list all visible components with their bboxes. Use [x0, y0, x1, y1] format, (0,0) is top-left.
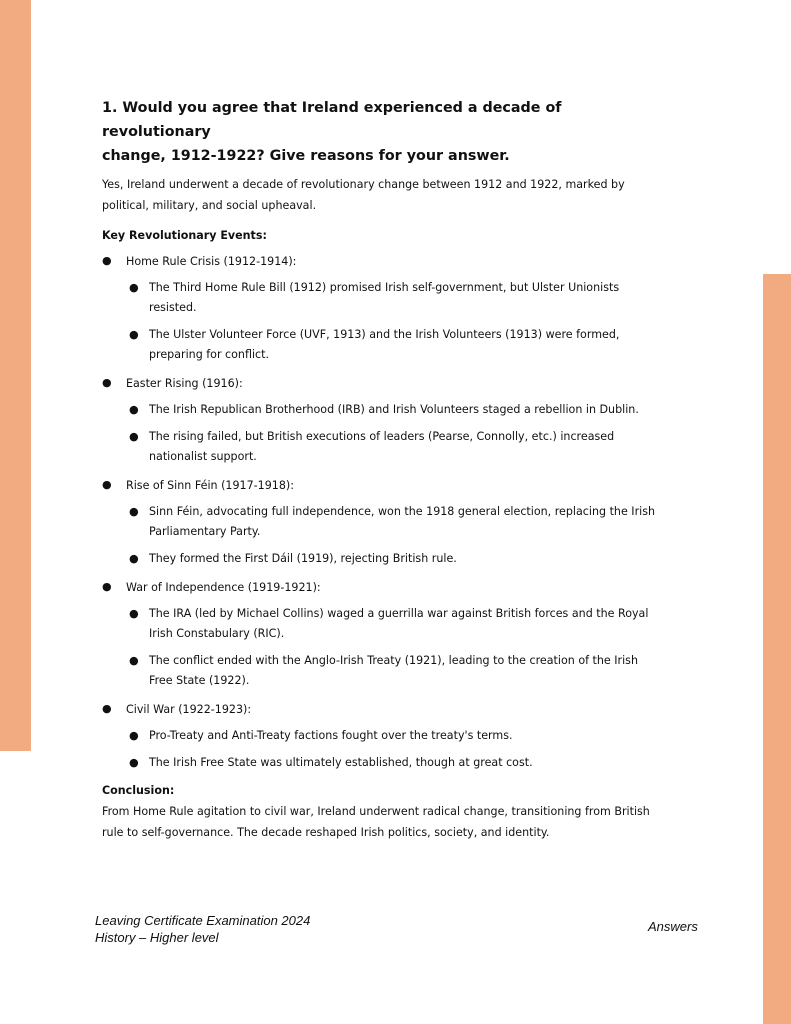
event-item — [102, 474, 662, 569]
bullet-icon: ● — [129, 505, 139, 518]
bullet-icon: ● — [102, 376, 112, 389]
conclusion-paragraph: From Home Rule agitation to civil war, Ireland underwent radical change, transitioning from British rule to self-governance. The decade reshaped Irish politics, society, and identity. — [102, 805, 650, 839]
event-item — [102, 372, 662, 467]
event-title: Home Rule Crisis (1912-1914): — [126, 255, 297, 268]
bullet-icon: ● — [129, 654, 139, 667]
list-item — [126, 604, 662, 644]
point-text: They formed the First Dáil (1919), rejecting British rule. — [149, 552, 457, 565]
event-points — [126, 400, 662, 467]
point-text: The conflict ended with the Anglo-Irish Treaty (1921), leading to the creation of the Irish Free State (1922). — [149, 654, 638, 687]
event-item — [102, 576, 662, 691]
point-text: The rising failed, but British executions of leaders (Pearse, Connolly, etc.) increased nationalist support. — [149, 430, 615, 463]
list-item — [126, 427, 662, 467]
answer-content — [102, 96, 662, 843]
point-text: The Irish Free State was ultimately established, though at great cost. — [149, 756, 533, 769]
bullet-icon: ● — [102, 580, 112, 593]
list-item — [126, 278, 662, 318]
bullet-icon: ● — [129, 328, 139, 341]
event-item — [102, 698, 662, 773]
event-points — [126, 502, 662, 569]
list-item — [126, 325, 662, 365]
events-list — [102, 250, 662, 773]
right-accent-band — [763, 274, 791, 1024]
point-text: Sinn Féin, advocating full independence, won the 1918 general election, replacing the Irish Parliamentary Party. — [149, 505, 656, 538]
bullet-icon: ● — [129, 756, 139, 769]
list-item — [126, 726, 662, 746]
list-item — [126, 753, 662, 773]
point-text: The Irish Republican Brotherhood (IRB) and Irish Volunteers staged a rebellion in Dublin. — [149, 403, 639, 416]
bullet-icon: ● — [129, 607, 139, 620]
list-item — [126, 502, 662, 542]
list-item — [126, 651, 662, 691]
intro-paragraph: Yes, Ireland underwent a decade of revolutionary change between 1912 and 1922, marked by political, military, and social upheaval. — [102, 178, 625, 212]
event-title: Easter Rising (1916): — [126, 377, 243, 390]
bullet-icon: ● — [129, 281, 139, 294]
bullet-icon: ● — [102, 254, 112, 267]
bullet-icon: ● — [102, 702, 112, 715]
event-title: Rise of Sinn Féin (1917-1918): — [126, 479, 294, 492]
question-title — [102, 96, 662, 168]
question-title-line1: 1. Would you agree that Ireland experienced a decade of revolutionary — [102, 100, 562, 140]
left-accent-band — [0, 0, 31, 751]
bullet-icon: ● — [129, 430, 139, 443]
event-points — [126, 726, 662, 773]
point-text: The IRA (led by Michael Collins) waged a guerrilla war against British forces and the Royal Irish Constabulary (RIC). — [149, 607, 649, 640]
point-text: Pro-Treaty and Anti-Treaty factions fought over the treaty's terms. — [149, 729, 513, 742]
question-title-line2: change, 1912-1922? Give reasons for your answer. — [102, 148, 510, 164]
bullet-icon: ● — [129, 552, 139, 565]
bullet-icon: ● — [129, 729, 139, 742]
list-item — [126, 400, 662, 420]
key-events-heading: Key Revolutionary Events: — [102, 229, 267, 242]
event-points — [126, 278, 662, 365]
bullet-icon: ● — [102, 478, 112, 491]
event-points — [126, 604, 662, 691]
footer-exam-title: Leaving Certificate Examination 2024 — [95, 913, 311, 928]
footer-exam-level: History – Higher level — [95, 930, 219, 945]
footer-section-label: Answers — [648, 919, 698, 934]
event-title: War of Independence (1919-1921): — [126, 581, 321, 594]
event-item — [102, 250, 662, 365]
event-title: Civil War (1922-1923): — [126, 703, 252, 716]
point-text: The Third Home Rule Bill (1912) promised Irish self-government, but Ulster Unionists resisted. — [149, 281, 620, 314]
conclusion-label: Conclusion: — [102, 784, 175, 797]
footer-exam-info — [95, 912, 310, 946]
list-item — [126, 549, 662, 569]
point-text: The Ulster Volunteer Force (UVF, 1913) and the Irish Volunteers (1913) were formed, preparing for conflict. — [149, 328, 620, 361]
bullet-icon: ● — [129, 403, 139, 416]
